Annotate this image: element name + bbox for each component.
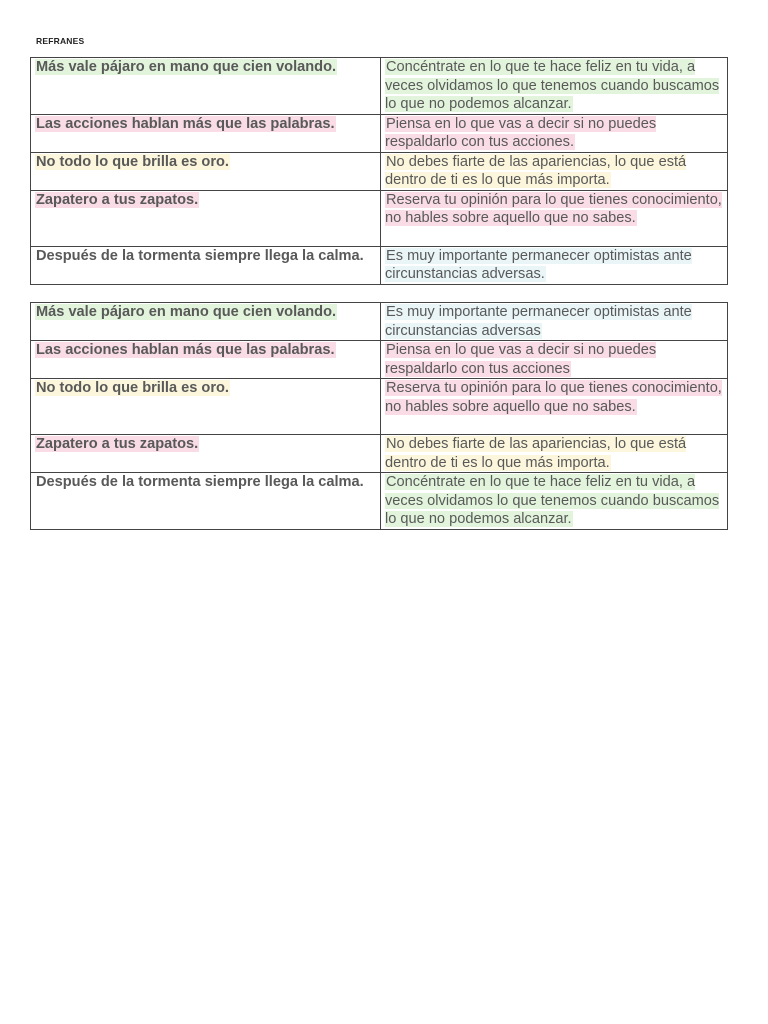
- proverb-cell: [31, 246, 381, 284]
- meaning-text: Reserva tu opinión para lo que tienes conocimiento, no hables sobre aquello que no sabes.: [385, 380, 722, 415]
- meaning-text: Piensa en lo que vas a decir si no puedes respaldarlo con tus acciones.: [385, 115, 657, 150]
- proverb-cell: [31, 379, 381, 435]
- meaning-text: Reserva tu opinión para lo que tienes conocimiento, no hables sobre aquello que no sabes.: [385, 191, 722, 226]
- meaning-cell: [381, 473, 728, 530]
- proverb-text: Zapatero a tus zapatos.: [36, 436, 199, 452]
- meaning-text: No debes fiarte de las apariencias, lo que está dentro de ti es lo que más importa.: [385, 436, 687, 471]
- meaning-text: Es muy importante permanecer optimistas ante circunstancias adversas.: [385, 247, 692, 282]
- proverb-text: Las acciones hablan más que las palabras.: [36, 342, 335, 358]
- meaning-text: Concéntrate en lo que te hace feliz en tu vida, a veces olvidamos lo que tenemos cuando buscamos lo que no podemos alcanzar.: [385, 59, 720, 112]
- table-row: [31, 152, 728, 190]
- table-row: [31, 303, 728, 341]
- proverb-cell: [31, 114, 381, 152]
- proverb-cell: [31, 152, 381, 190]
- table-row: [31, 473, 728, 530]
- table-row: [31, 435, 728, 473]
- table-row: [31, 114, 728, 152]
- table-row: [31, 379, 728, 435]
- meaning-cell: [381, 435, 728, 473]
- meaning-cell: [381, 246, 728, 284]
- table-row: [31, 58, 728, 115]
- proverb-text: No todo lo que brilla es oro.: [36, 153, 229, 170]
- proverb-cell: [31, 58, 381, 115]
- table-row: [31, 341, 728, 379]
- proverbs-table-2: [30, 302, 728, 530]
- meaning-cell: [381, 379, 728, 435]
- document-title: REFRANES: [36, 36, 85, 46]
- meaning-text: No debes fiarte de las apariencias, lo que está dentro de ti es lo que más importa.: [385, 153, 687, 188]
- proverb-cell: [31, 303, 381, 341]
- proverb-cell: [31, 190, 381, 246]
- proverb-text: Después de la tormenta siempre llega la calma.: [36, 247, 364, 264]
- proverb-text: Zapatero a tus zapatos.: [36, 191, 199, 208]
- proverb-text: Más vale pájaro en mano que cien volando.: [36, 304, 337, 320]
- meaning-cell: [381, 303, 728, 341]
- meaning-cell: [381, 190, 728, 246]
- meaning-cell: [381, 341, 728, 379]
- meaning-cell: [381, 152, 728, 190]
- proverbs-table-1: [30, 57, 728, 285]
- proverb-text: Después de la tormenta siempre llega la calma.: [36, 474, 364, 490]
- proverb-cell: [31, 435, 381, 473]
- table-row: [31, 190, 728, 246]
- meaning-text: Concéntrate en lo que te hace feliz en tu vida, a veces olvidamos lo que tenemos cuando buscamos lo que no podemos alcanzar.: [385, 474, 720, 527]
- proverb-text: Más vale pájaro en mano que cien volando.: [36, 59, 337, 75]
- table-row: [31, 246, 728, 284]
- proverb-cell: [31, 341, 381, 379]
- meaning-text: Piensa en lo que vas a decir si no puedes respaldarlo con tus acciones: [385, 342, 657, 377]
- proverb-cell: [31, 473, 381, 530]
- meaning-text: Es muy importante permanecer optimistas ante circunstancias adversas: [385, 304, 692, 339]
- meaning-cell: [381, 58, 728, 115]
- meaning-cell: [381, 114, 728, 152]
- proverb-text: Las acciones hablan más que las palabras.: [36, 115, 335, 132]
- proverb-text: No todo lo que brilla es oro.: [36, 380, 229, 396]
